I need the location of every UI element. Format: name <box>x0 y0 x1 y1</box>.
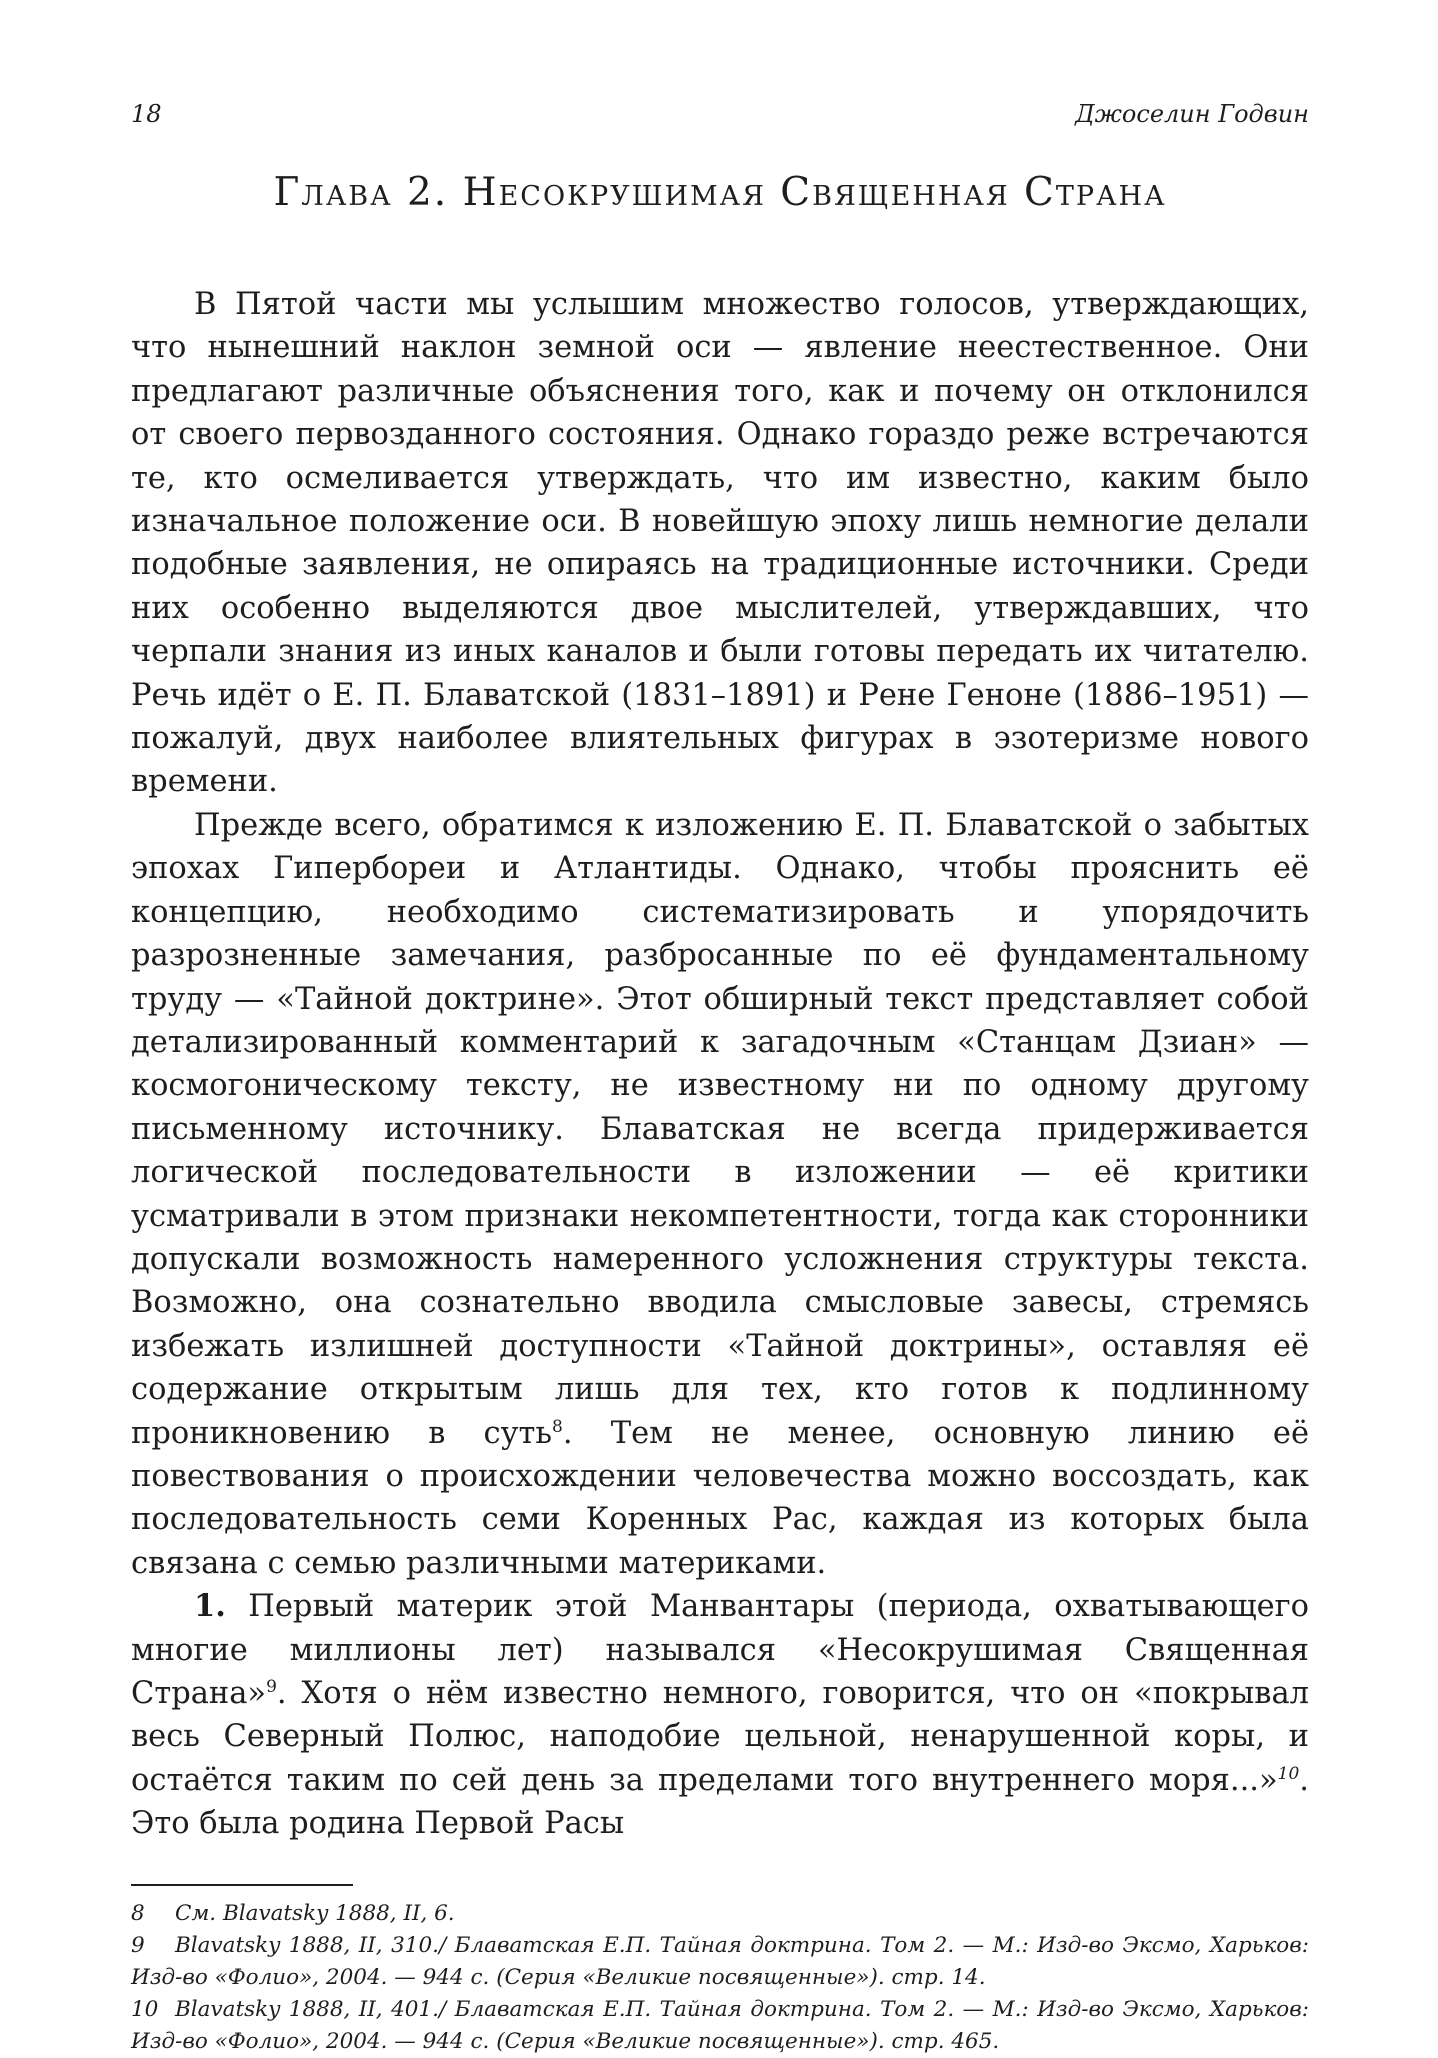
footnote-10 <box>131 1994 1309 2058</box>
footnote-text: Blavatsky 1888, II, 310./ Блаватская Е.П. Тайная доктрина. Том 2. — М.: Изд-во Эксмо, Харьков: Изд-во «Фолио», 2004. — 944 с. (Серия «Великие посвященные»). стр. 14. <box>131 1932 1309 1990</box>
footnote-text: См. Blavatsky 1888, II, 6. <box>175 1900 455 1926</box>
paragraph-3-text-b: . Хотя о нём известно немного, говорится, что он «покрывал весь Северный Полюс, наподобие цельной, ненарушенной коры, и остаётся таким по сей день за пределами того внутреннего моря...» <box>131 1676 1309 1798</box>
paragraph-3 <box>131 1585 1309 1845</box>
paragraph-1: В Пятой части мы услышим множество голосов, утверждающих, что нынешний наклон земной оси — явление неестественное. Они предлагают различные объяснения того, как и почему он отклонился от своего первозданного состояния. Однако гораздо реже встречаются те, кто осмеливается утверждать, что им известно, каким было изначальное положение оси. В новейшую эпоху лишь немногие делали подобные заявления, не опираясь на традиционные источники. Среди них особенно выделяются двое мыслителей, утверждавших, что черпали знания из иных каналов и были готовы передать их читателю. Речь идёт о Е. П. Блаватской (1831–1891) и Рене Геноне (1886–1951) — пожалуй, двух наиболее влиятельных фигурах в эзотеризме нового времени. <box>131 287 1309 800</box>
footnote-number: 10 <box>131 1996 159 2022</box>
footnote-9 <box>131 1930 1309 1994</box>
paragraph-3-text-c: . Это была родина Первой Расы <box>131 1762 1309 1842</box>
running-head <box>131 100 1309 134</box>
footnote-ref-8[interactable]: 8 <box>552 1416 563 1437</box>
footnote-text: Blavatsky 1888, II, 401./ Блаватская Е.П. Тайная доктрина. Том 2. — М.: Изд-во Эксмо, Харьков: Изд-во «Фолио», 2004. — 944 с. (Серия «Великие посвященные»). стр. 465. <box>131 1996 1309 2054</box>
paragraph-2-tail: . Тем не менее, основную линию её повествования о происхождении человечества можно воссоздать, как последовательность семи Коренных Рас, каждая из которых была связана с семью различными материками. <box>131 1415 1310 1581</box>
paragraph-3-text-a: Первый материк этой Манвантары (периода, охватывающего многие миллионы лет) назывался «Несокрушимая Священная Страна» <box>131 1589 1309 1711</box>
chapter-title: Глава 2. Несокрушимая Священная Страна <box>273 170 1167 215</box>
footnote-number: 9 <box>131 1932 145 1958</box>
footnote-number: 8 <box>131 1900 145 1926</box>
main-text <box>131 283 1309 1846</box>
paragraph-2 <box>131 804 1309 1585</box>
footnote-ref-10[interactable]: 10 <box>1277 1763 1300 1784</box>
paragraph-2-text: Прежде всего, обратимся к изложению Е. П. Блаватской о забытых эпохах Гипербореи и Атлантиды. Однако, чтобы прояснить её концепцию, необходимо систематизировать и упорядочить разрозненные замечания, разбросанные по её фундаментальному труду — «Тайной доктрине». Этот обширный текст представляет собой детализированный комментарий к загадочным «Станцам Дзиан» — космогоническому тексту, не известному ни по одному другому письменному источнику. Блаватская не всегда придерживается логической последовательности в изложении — её критики усматривали в этом признаки некомпетентности, тогда как сторонники допускали возможность намеренного усложнения структуры текста. Возможно, она сознательно вводила смысловые завесы, стремясь избежать излишней доступности «Тайной доктрины», оставляя её содержание открытым лишь для тех, кто готов к подлинному проникновению в суть <box>131 807 1309 1451</box>
footnotes <box>131 1898 1309 2058</box>
page-number: 18 <box>131 100 162 128</box>
footnote-8 <box>131 1898 1309 1930</box>
list-number: 1. <box>194 1588 226 1625</box>
author-name: Джоселин Годвин <box>1075 100 1309 128</box>
footnote-divider <box>131 1884 353 1886</box>
footnote-ref-9[interactable]: 9 <box>266 1676 277 1697</box>
